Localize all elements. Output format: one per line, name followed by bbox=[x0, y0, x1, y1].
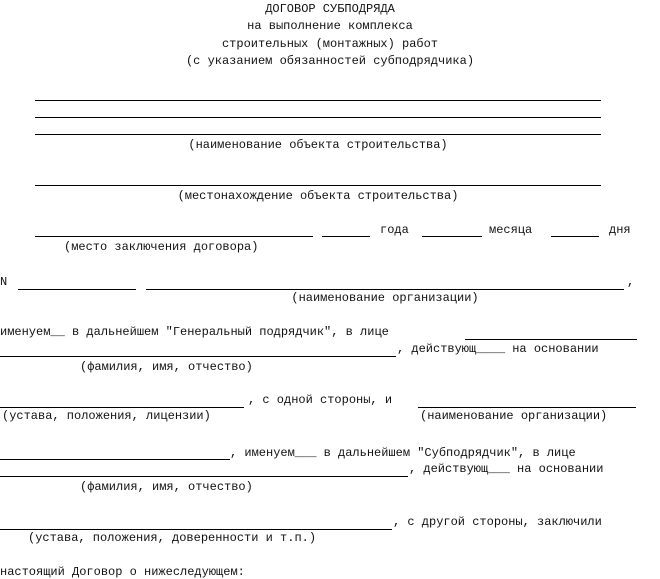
day-line[interactable] bbox=[551, 236, 599, 237]
title-line-4: (с указанием обязанностей субподрядчика) bbox=[185, 54, 475, 68]
general-charter-label: (устава, положения, лицензии) bbox=[2, 409, 211, 423]
day-word: дня bbox=[609, 223, 631, 237]
number-sign: N bbox=[0, 275, 8, 289]
document-title: ДОГОВОР СУБПОДРЯДА bbox=[265, 2, 395, 16]
sub-org-label: (наименование организации) bbox=[420, 409, 608, 423]
general-rep-line-1[interactable] bbox=[465, 339, 637, 340]
object-name-line-2[interactable] bbox=[35, 117, 601, 118]
sub-org-line[interactable] bbox=[418, 407, 636, 408]
month-word: месяца bbox=[489, 223, 533, 237]
general-named-text: именуем__ в дальнейшем "Генеральный подрядчик", в лице bbox=[0, 325, 389, 339]
general-basis-line[interactable] bbox=[0, 407, 244, 408]
object-name-line-3[interactable] bbox=[35, 134, 601, 135]
object-name-line-1[interactable] bbox=[35, 100, 601, 101]
title-line-2: на выполнение комплекса bbox=[247, 19, 413, 33]
object-location-line[interactable] bbox=[35, 185, 601, 186]
year-line[interactable] bbox=[322, 236, 370, 237]
general-fio-label: (фамилия, имя, отчество) bbox=[80, 360, 253, 374]
sub-acting-text: , действующ___ на основании bbox=[409, 462, 604, 476]
year-word: года bbox=[380, 223, 409, 237]
one-side-text: , с одной стороны, и bbox=[248, 393, 393, 407]
closing-text: настоящий Договор о нижеследующем: bbox=[0, 565, 245, 579]
sub-rep-line[interactable] bbox=[0, 476, 408, 477]
general-org-label: (наименование организации) bbox=[291, 291, 479, 305]
sub-charter-label: (устава, положения, доверенности и т.п.) bbox=[28, 531, 317, 545]
month-line[interactable] bbox=[422, 236, 482, 237]
sub-basis-line[interactable] bbox=[0, 529, 392, 530]
number-row-comma: , bbox=[627, 275, 635, 289]
general-org-line[interactable] bbox=[146, 289, 624, 290]
other-side-text: , с другой стороны, заключили bbox=[393, 515, 602, 529]
title-line-3: строительных (монтажных) работ bbox=[221, 37, 439, 51]
general-rep-line-2[interactable] bbox=[0, 356, 396, 357]
sub-fio-label: (фамилия, имя, отчество) bbox=[80, 480, 253, 494]
sub-named-text: , именуем___ в дальнейшем "Субподрядчик", в лице bbox=[230, 446, 576, 460]
place-line[interactable] bbox=[35, 236, 313, 237]
sub-name-line[interactable] bbox=[0, 459, 230, 460]
general-acting-text: , действующ____ на основании bbox=[397, 342, 599, 356]
object-location-label: (местонахождение объекта строительства) bbox=[177, 189, 459, 203]
object-name-label: (наименование объекта строительства) bbox=[188, 138, 448, 152]
place-label: (место заключения договора) bbox=[64, 240, 259, 254]
number-line[interactable] bbox=[18, 289, 136, 290]
